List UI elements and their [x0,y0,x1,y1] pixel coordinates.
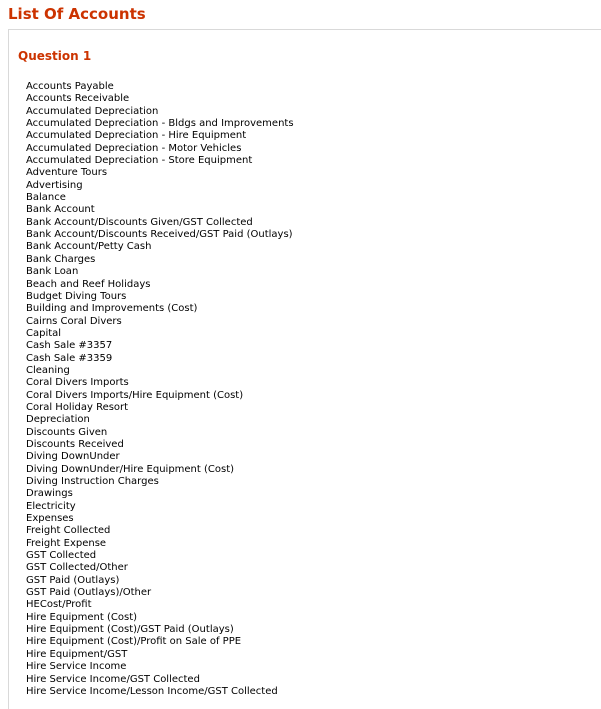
account-item: Diving Instruction Charges [26,476,159,487]
account-item: Diving DownUnder/Hire Equipment (Cost) [26,463,235,475]
account-item: Coral Holiday Resort [26,401,129,413]
question-heading: Question 1 [18,49,92,63]
account-item: Accounts Receivable [26,93,130,105]
account-item: Balance [26,192,66,204]
account-item: Hire Equipment (Cost) [26,611,138,623]
account-item: HECost/Profit [26,599,92,611]
account-item: Hire Equipment (Cost)/Profit on Sale of PPE [26,636,242,648]
question-panel [8,29,601,709]
account-item: Discounts Given [26,426,108,438]
account-item: GST Paid (Outlays) [26,574,120,586]
accounts-list [26,81,294,698]
account-item: Accounts Payable [26,81,114,92]
account-item: Accumulated Depreciation - Bldgs and Improvements [26,118,294,130]
account-item: Advertising [26,179,83,191]
account-item: Accumulated Depreciation - Hire Equipment [26,130,247,142]
account-item: Accumulated Depreciation - Store Equipment [26,155,253,167]
account-item: Hire Equipment/GST [26,648,128,660]
account-item: Capital [26,327,62,339]
account-item: Cleaning [26,364,70,376]
account-item: Bank Charges [26,253,96,265]
account-item: GST Collected/Other [26,562,128,574]
page-title: List Of Accounts [8,5,146,23]
account-item: Drawings [26,488,73,500]
account-item: Bank Account/Discounts Given/GST Collected [26,216,253,228]
account-item: Electricity [26,500,76,512]
account-item: Coral Divers Imports [26,377,129,389]
account-item: Hire Service Income/GST Collected [26,673,200,685]
account-item: Accumulated Depreciation - Motor Vehicles [26,142,242,154]
account-item: Depreciation [26,414,90,426]
account-item: Discounts Received [26,438,124,450]
account-item: Bank Loan [26,266,79,278]
account-item: Hire Service Income [26,661,127,673]
account-item: Beach and Reef Holidays [26,278,151,290]
account-item: GST Paid (Outlays)/Other [26,587,152,599]
account-item: Bank Account/Discounts Received/GST Paid (Outlays) [26,229,293,241]
account-item: GST Collected [26,550,97,562]
account-item: Coral Divers Imports/Hire Equipment (Cost) [26,389,244,401]
account-item: Freight Collected [26,525,111,537]
account-item: Accumulated Depreciation [26,105,159,117]
account-item: Hire Service Income/Lesson Income/GST Collected [26,685,278,697]
account-item: Diving DownUnder [26,451,120,463]
account-item: Budget Diving Tours [26,290,127,302]
account-item: Freight Expense [26,537,107,549]
account-item: Bank Account/Petty Cash [26,241,152,253]
account-item: Cairns Coral Divers [26,315,122,327]
account-item: Expenses [26,513,74,525]
account-item: Cash Sale #3357 [26,340,113,352]
account-item: Cash Sale #3359 [26,352,113,364]
account-item: Building and Improvements (Cost) [26,303,198,315]
account-item: Bank Account [26,204,95,216]
account-item: Hire Equipment (Cost)/GST Paid (Outlays) [26,624,234,636]
account-item: Adventure Tours [26,167,108,179]
